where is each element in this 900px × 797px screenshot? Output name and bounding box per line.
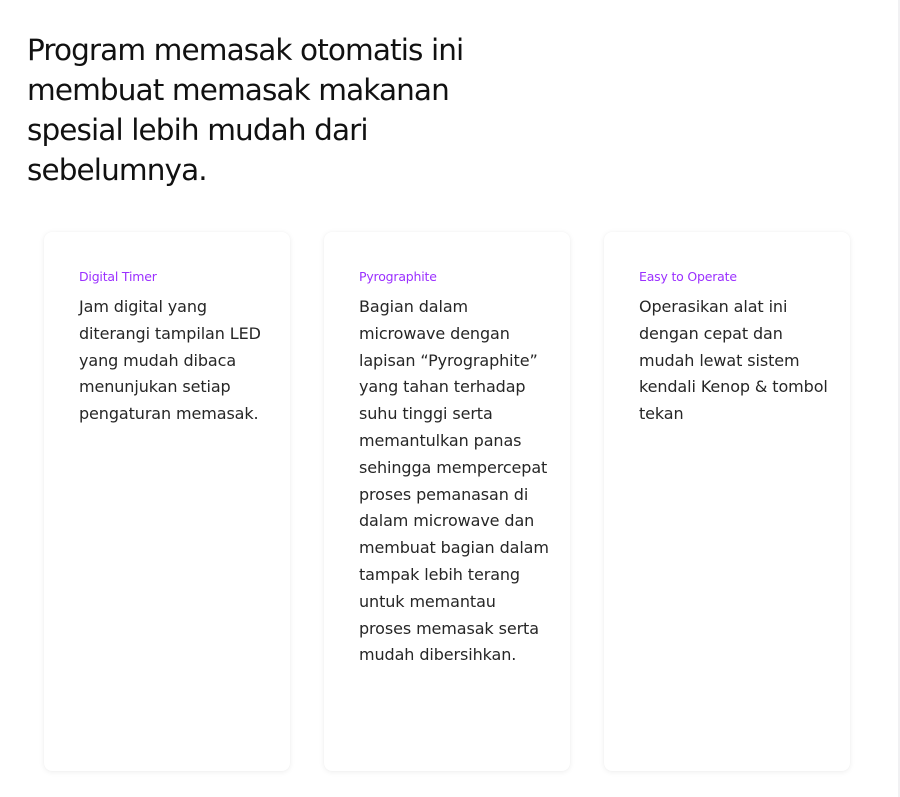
feature-card-text: Jam digital yang diterangi tampilan LED yang mudah dibaca menunjukan setiap pengaturan memasak. <box>79 297 261 424</box>
feature-card-digital-timer <box>44 232 290 771</box>
feature-card-title: Pyrographite <box>359 269 437 284</box>
feature-card-title: Digital Timer <box>79 269 157 284</box>
feature-cards <box>44 232 851 771</box>
feature-card-title: Easy to Operate <box>639 269 737 284</box>
feature-card-pyrographite <box>324 232 570 771</box>
feature-card-easy-to-operate <box>604 232 850 771</box>
section-headline: Program memasak otomatis ini membuat memasak makanan spesial lebih mudah dari sebelumnya. <box>27 33 464 187</box>
feature-card-text: Operasikan alat ini dengan cepat dan mudah lewat sistem kendali Kenop & tombol tekan <box>639 297 828 424</box>
feature-card-text: Bagian dalam microwave dengan lapisan “Pyrographite” yang tahan terhadap suhu tinggi serta memantulkan panas sehingga mempercepat proses pemanasan di dalam microwave dan membuat bagian dalam tampak lebih terang untuk memantau proses memasak serta mudah dibersihkan. <box>359 297 549 665</box>
